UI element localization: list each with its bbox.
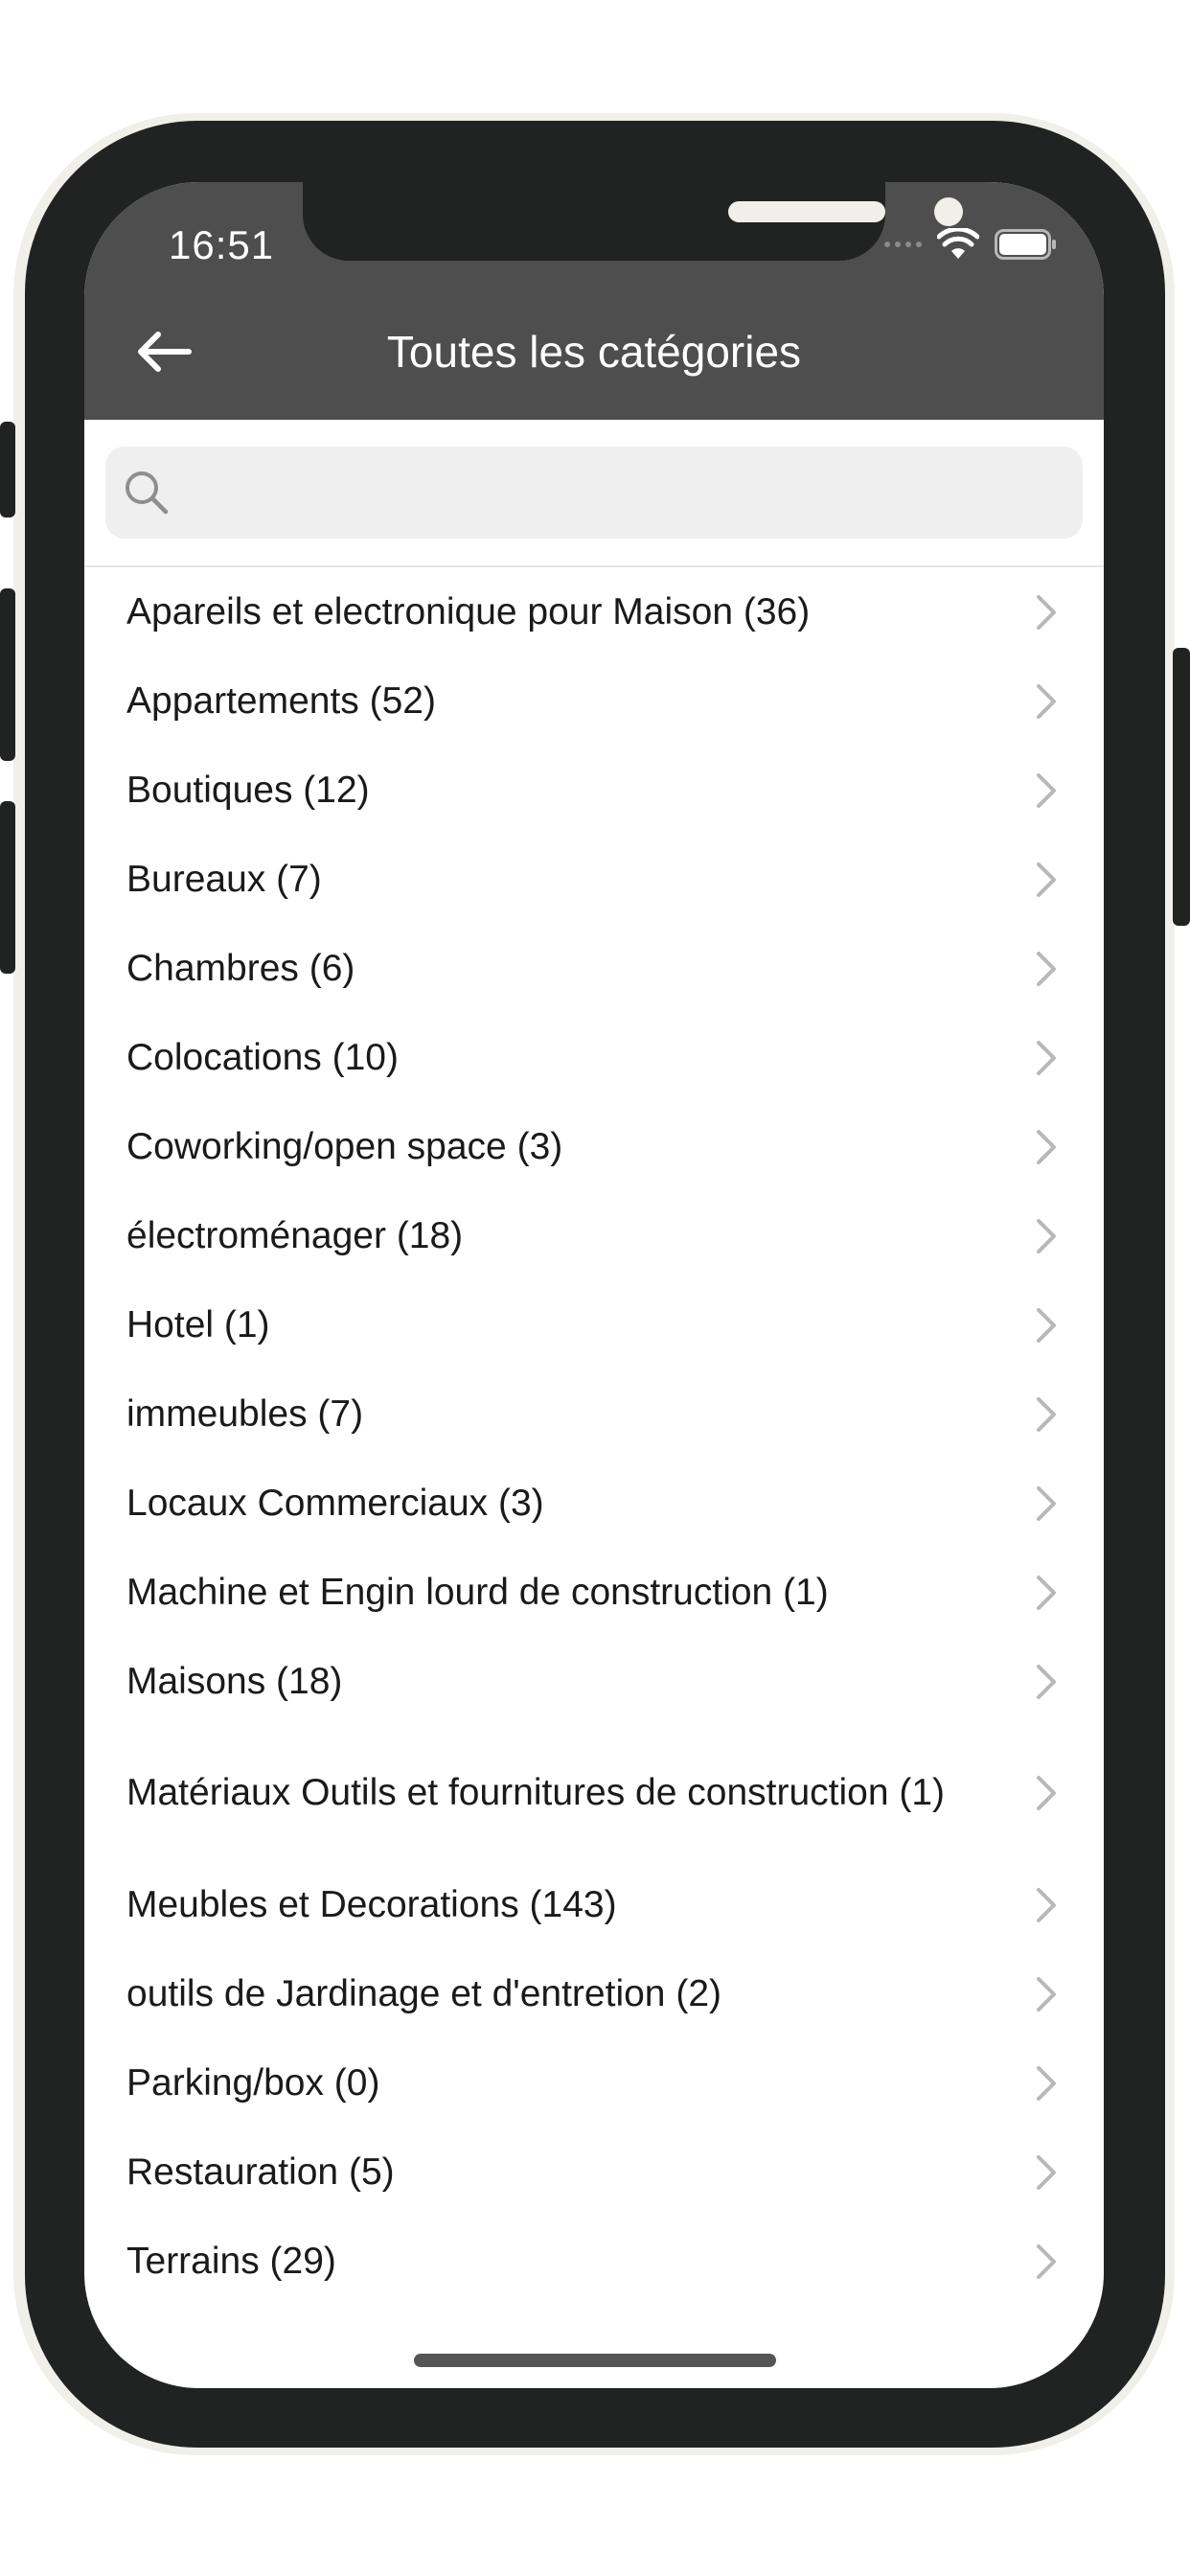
search-bar[interactable] xyxy=(105,447,1083,539)
chevron-right-icon xyxy=(1035,2064,1058,2103)
category-list-item[interactable] xyxy=(84,2128,1104,2217)
home-indicator xyxy=(414,2354,776,2367)
category-list-item[interactable] xyxy=(84,1013,1104,1102)
chevron-right-icon xyxy=(1035,2242,1058,2281)
chevron-right-icon xyxy=(1035,1774,1058,1812)
category-list-item[interactable] xyxy=(84,1369,1104,1459)
category-label: Boutiques (12) xyxy=(126,769,370,811)
volume-down-button xyxy=(0,801,15,974)
chevron-right-icon xyxy=(1035,1395,1058,1434)
category-list-item[interactable] xyxy=(84,1102,1104,1191)
category-label: électroménager (18) xyxy=(126,1214,464,1256)
chevron-right-icon xyxy=(1035,1306,1058,1345)
chevron-right-icon xyxy=(1035,1886,1058,1924)
category-label: Machine et Engin lourd de construction (1) xyxy=(126,1571,829,1613)
volume-up-button xyxy=(0,588,15,761)
chevron-right-icon xyxy=(1035,861,1058,899)
status-time: 16:51 xyxy=(169,222,275,267)
battery-icon xyxy=(995,229,1058,260)
category-list-item[interactable] xyxy=(84,835,1104,924)
category-list-item[interactable] xyxy=(84,2217,1104,2306)
category-label: Meubles et Decorations (143) xyxy=(126,1883,617,1925)
power-button xyxy=(1173,648,1190,926)
category-list-item[interactable] xyxy=(84,1860,1104,1949)
category-list-item[interactable] xyxy=(84,1280,1104,1369)
category-label: Chambres (6) xyxy=(126,947,355,989)
category-label: Coworking/open space (3) xyxy=(126,1125,563,1167)
wifi-icon xyxy=(937,228,979,261)
chevron-right-icon xyxy=(1035,950,1058,988)
category-label: Bureaux (7) xyxy=(126,858,322,900)
page-title: Toutes les catégories xyxy=(386,327,802,377)
category-label: Parking/box (0) xyxy=(126,2061,380,2104)
front-camera xyxy=(934,197,963,226)
cellular-signal-icon xyxy=(884,242,922,247)
chevron-right-icon xyxy=(1035,771,1058,810)
search-input[interactable] xyxy=(178,453,1083,532)
category-list-item[interactable] xyxy=(84,1726,1104,1860)
category-list-item[interactable] xyxy=(84,1637,1104,1726)
search-icon xyxy=(123,469,171,517)
category-list-item[interactable] xyxy=(84,567,1104,656)
category-label: Apareils et electronique pour Maison (36) xyxy=(126,590,811,632)
category-label: Appartements (52) xyxy=(126,679,436,722)
chevron-right-icon xyxy=(1035,1217,1058,1255)
mute-switch xyxy=(0,422,15,518)
category-label: Terrains (29) xyxy=(126,2240,336,2282)
chevron-right-icon xyxy=(1035,1484,1058,1523)
category-list xyxy=(84,567,1104,2306)
chevron-right-icon xyxy=(1035,1128,1058,1166)
chevron-right-icon xyxy=(1035,593,1058,632)
notch xyxy=(303,182,885,261)
chevron-right-icon xyxy=(1035,1039,1058,1077)
chevron-right-icon xyxy=(1035,1574,1058,1612)
chevron-right-icon xyxy=(1035,1663,1058,1701)
chevron-right-icon xyxy=(1035,682,1058,721)
category-label: outils de Jardinage et d'entretion (2) xyxy=(126,1972,721,2014)
category-list-item[interactable] xyxy=(84,1949,1104,2038)
category-label: Colocations (10) xyxy=(126,1036,399,1078)
category-label: immeubles (7) xyxy=(126,1392,364,1435)
chevron-right-icon xyxy=(1035,2153,1058,2192)
screen xyxy=(84,182,1104,2388)
category-list-item[interactable] xyxy=(84,656,1104,746)
category-label: Maisons (18) xyxy=(126,1660,343,1702)
category-list-item[interactable] xyxy=(84,2038,1104,2128)
status-icons xyxy=(884,228,1058,261)
category-list-item[interactable] xyxy=(84,746,1104,835)
chevron-right-icon xyxy=(1035,1975,1058,2013)
navigation-header xyxy=(84,182,1104,420)
category-list-item[interactable] xyxy=(84,1191,1104,1280)
category-label: Hotel (1) xyxy=(126,1303,270,1346)
category-list-item[interactable] xyxy=(84,924,1104,1013)
category-list-item[interactable] xyxy=(84,1459,1104,1548)
category-list-item[interactable] xyxy=(84,1548,1104,1637)
category-label: Restauration (5) xyxy=(126,2150,395,2193)
speaker-grille xyxy=(728,201,885,222)
category-label: Locaux Commerciaux (3) xyxy=(126,1482,544,1524)
category-label: Matériaux Outils et fournitures de construction (1) xyxy=(126,1772,946,1813)
